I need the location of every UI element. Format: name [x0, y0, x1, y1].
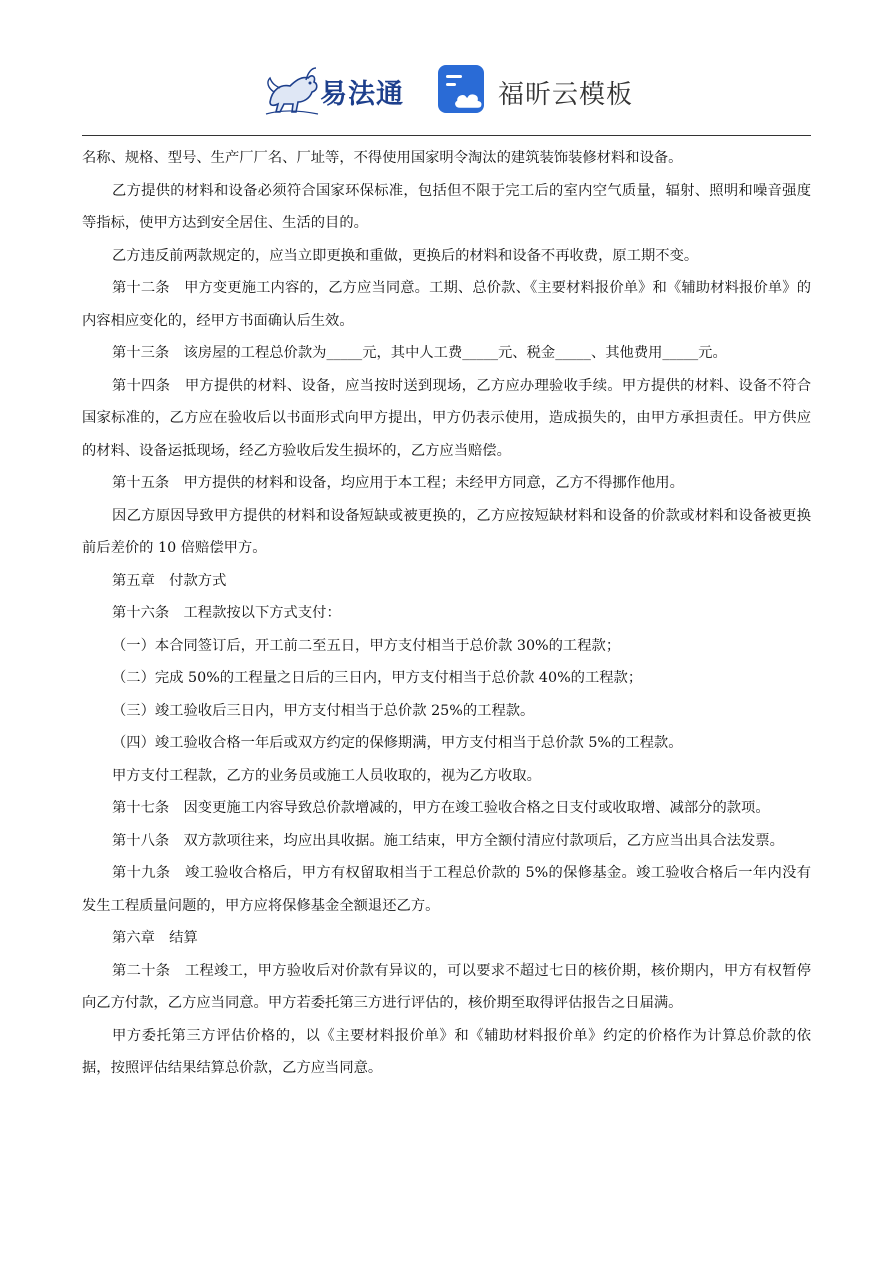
paragraph: 第十九条 竣工验收合格后，甲方有权留取相当于工程总价款的 5%的保修基金。竣工验收合格后一年内没有发生工程质量问题的，甲方应将保修基金全额退还乙方。 — [82, 865, 811, 914]
qilin-icon — [262, 62, 322, 118]
paragraph: 第十四条 甲方提供的材料、设备，应当按时送到现场，乙方应办理验收手续。甲方提供的材料、设备不符合国家标准的，乙方应在验收后以书面形式向甲方提出，甲方仍表示使用，造成损失的，由甲方承担责任。甲方供应的材料、设备运抵现场，经乙方验收后发生损坏的，乙方应当赔偿。 — [82, 377, 811, 459]
cloud-document-icon — [436, 63, 490, 117]
paragraph: 第十二条 甲方变更施工内容的，乙方应当同意。工期、总价款、《主要材料报价单》和《辅助材料报价单》的内容相应变化的，经甲方书面确认后生效。 — [82, 280, 811, 329]
paragraph: 因乙方原因导致甲方提供的材料和设备短缺或被更换的，乙方应按短缺材料和设备的价款或材料和设备被更换前后差价的 10 倍赔偿甲方。 — [82, 507, 811, 556]
paragraph: 第十六条 工程款按以下方式支付： — [112, 605, 341, 621]
paragraph: 甲方委托第三方评估价格的，以《主要材料报价单》和《辅助材料报价单》约定的价格作为计算总价款的依据，按照评估结果结算总价款，乙方应当同意。 — [82, 1027, 811, 1076]
paragraph: 乙方违反前两款规定的，应当立即更换和重做，更换后的材料和设备不再收费，原工期不变。 — [112, 247, 699, 264]
page-header — [0, 56, 893, 128]
paragraph: 第十五条 甲方提供的材料和设备，均应用于本工程；未经甲方同意，乙方不得挪作他用。 — [112, 475, 684, 491]
paragraph: 第十三条 该房屋的工程总价款为_____元，其中人工费_____元、税金_____、其他费用_____元。 — [112, 345, 727, 361]
paragraph: 乙方提供的材料和设备必须符合国家环保标准，包括但不限于完工后的室内空气质量，辐射、照明和噪音强度等指标，使甲方达到安全居住、生活的目的。 — [82, 182, 811, 231]
paragraph: 甲方支付工程款，乙方的业务员或施工人员收取的，视为乙方收取。 — [112, 767, 541, 784]
paragraph: 第二十条 工程竣工，甲方验收后对价款有异议的，可以要求不超过七日的核价期，核价期内，甲方有权暂停向乙方付款，乙方应当同意。甲方若委托第三方进行评估的，核价期至取得评估报告之日届满。 — [82, 962, 811, 1011]
paragraph: 第十八条 双方款项往来，均应出具收据。施工结束，甲方全额付清应付款项后，乙方应当出具合法发票。 — [112, 832, 784, 849]
brand-foxit-cloud-template: 福昕云模板 — [498, 80, 634, 110]
document-body — [82, 142, 811, 1085]
paragraph: 名称、规格、型号、生产厂厂名、厂址等，不得使用国家明令淘汰的建筑装饰装修材料和设备。 — [82, 150, 683, 166]
paragraph: 第六章 结算 — [112, 930, 198, 946]
yifatong-logo — [262, 62, 422, 118]
paragraph: 第十七条 因变更施工内容导致总价款增减的，甲方在竣工验收合格之日支付或收取增、减部分的款项。 — [112, 800, 770, 816]
paragraph: （一）本合同签订后，开工前二至五日，甲方支付相当于总价款 30%的工程款； — [112, 637, 621, 654]
paragraph: （四）竣工验收合格一年后或双方约定的保修期满，甲方支付相当于总价款 5%的工程款。 — [112, 735, 683, 751]
brand-yifatong: 易法通 — [320, 79, 404, 110]
paragraph: （三）竣工验收后三日内，甲方支付相当于总价款 25%的工程款。 — [112, 702, 535, 719]
paragraph: 第五章 付款方式 — [112, 572, 227, 589]
header-divider — [82, 135, 811, 136]
foxit-cloud-template-logo — [436, 62, 646, 118]
paragraph: （二）完成 50%的工程量之日后的三日内，甲方支付相当于总价款 40%的工程款； — [112, 670, 643, 686]
